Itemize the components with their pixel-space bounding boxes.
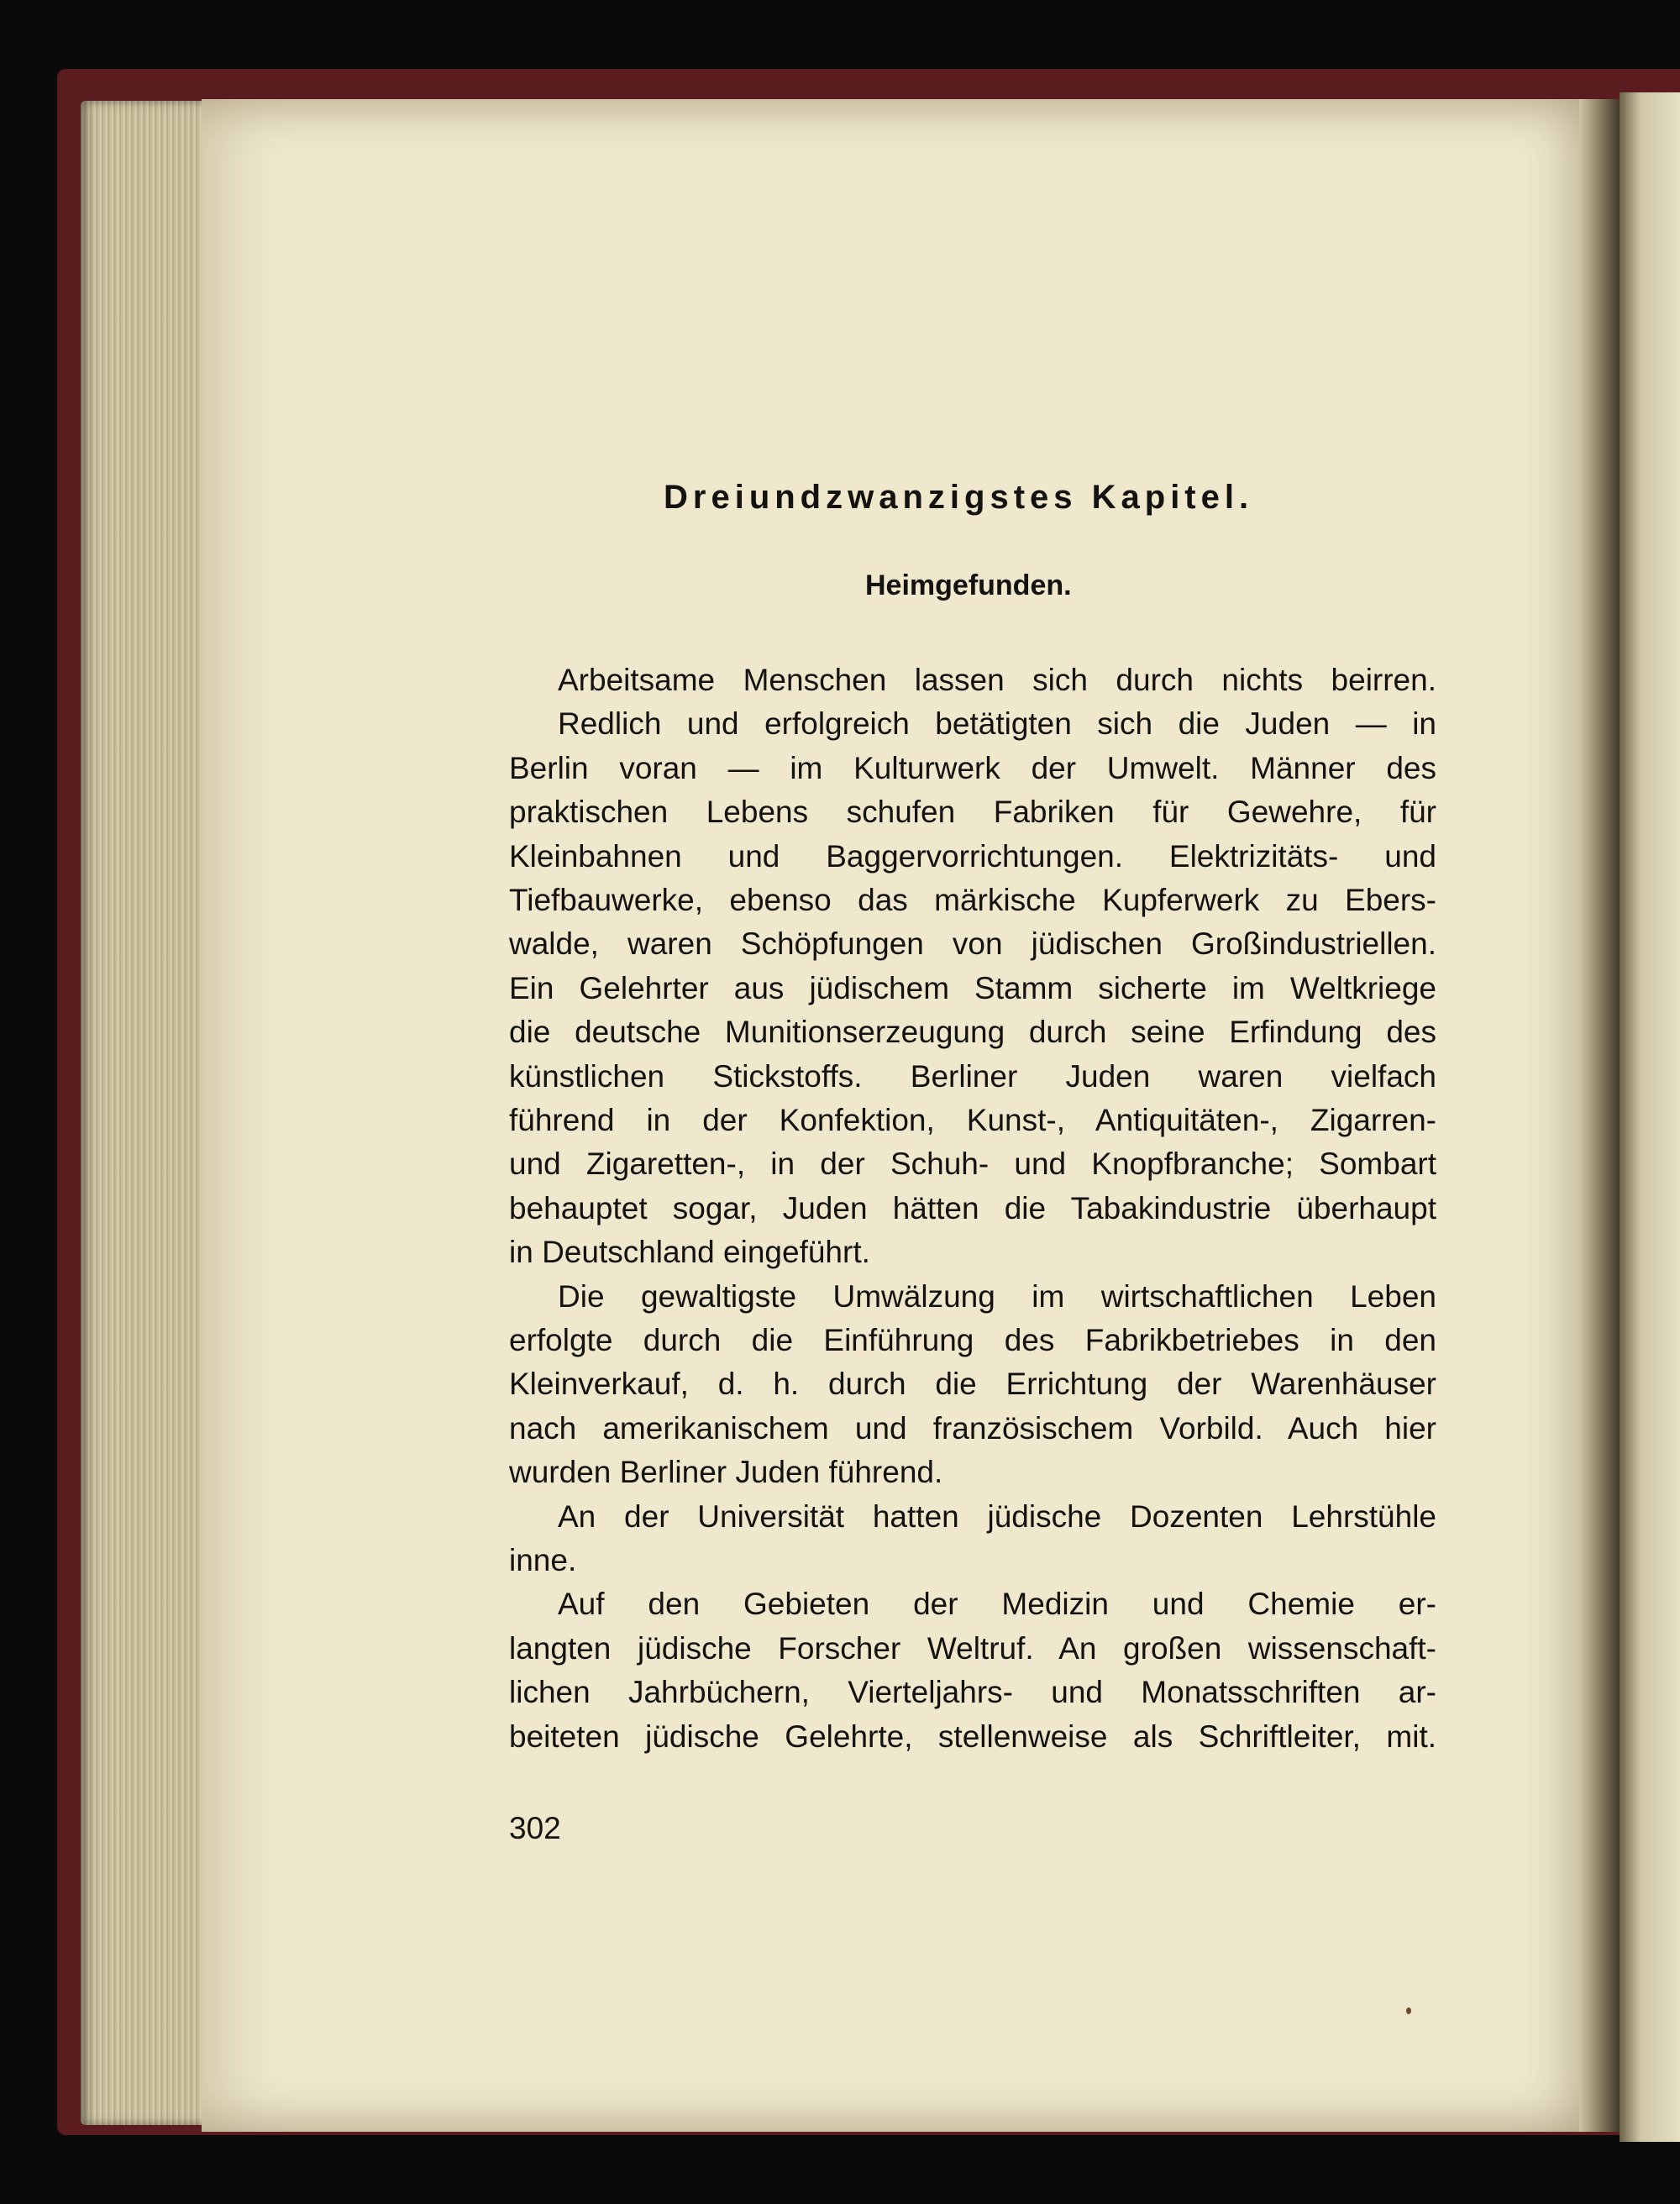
text-line: Kleinverkauf, d. h. durch die Errichtung der Warenhäuser (509, 1367, 1436, 1401)
text-line: Berlin voran — im Kulturwerk der Umwelt. Männer des (509, 751, 1436, 785)
chapter-subtitle: Heimgefunden. (865, 569, 1072, 601)
paper-speck (1406, 2007, 1411, 2014)
text-line: praktischen Lebens schufen Fabriken für Gewehre, für (509, 795, 1436, 829)
text-line: Tiefbauwerke, ebenso das märkische Kupferwerk zu Ebers- (509, 883, 1436, 917)
page-gutter (1579, 99, 1621, 2132)
text-line: wurden Berliner Juden führend. (509, 1455, 943, 1489)
text-line: An der Universität hatten jüdische Dozenten Lehrstühle (558, 1499, 1436, 1534)
text-line: Redlich und erfolgreich betätigten sich die Juden — in (558, 706, 1436, 741)
text-line: beiteten jüdische Gelehrte, stellenweise als Schriftleiter, mit. (509, 1719, 1436, 1754)
text-line: inne. (509, 1543, 577, 1577)
text-line: in Deutschland eingeführt. (509, 1235, 870, 1269)
text-line: künstlichen Stickstoffs. Berliner Juden waren vielfach (509, 1059, 1436, 1094)
text-line: und Zigaretten-, in der Schuh- und Knopfbranche; Sombart (509, 1147, 1436, 1181)
text-line: Ein Gelehrter aus jüdischem Stamm sicherte im Weltkriege (509, 971, 1436, 1005)
text-line: nach amerikanischem und französischem Vorbild. Auch hier (509, 1411, 1436, 1446)
text-line: Arbeitsame Menschen lassen sich durch nichts beirren. (558, 663, 1436, 697)
text-line: erfolgte durch die Einführung des Fabrikbetriebes in den (509, 1323, 1436, 1357)
text-line: behauptet sogar, Juden hätten die Tabakindustrie überhaupt (509, 1191, 1436, 1225)
text-line: die deutsche Munitionserzeugung durch seine Erfindung des (509, 1015, 1436, 1049)
text-line: lichen Jahrbüchern, Vierteljahrs- und Monatsschriften ar- (509, 1675, 1436, 1709)
text-line: Kleinbahnen und Baggervorrichtungen. Elektrizitäts- und (509, 839, 1436, 874)
facing-page-edge (1620, 92, 1680, 2142)
text-line: langten jüdische Forscher Weltruf. An großen wissenschaft- (509, 1631, 1436, 1666)
text-line: Die gewaltigste Umwälzung im wirtschaftlichen Leben (558, 1279, 1436, 1314)
text-line: walde, waren Schöpfungen von jüdischen Großindustriellen. (509, 926, 1436, 961)
text-line: führend in der Konfektion, Kunst-, Antiquitäten-, Zigarren- (509, 1103, 1436, 1137)
text-line: Auf den Gebieten der Medizin und Chemie er- (558, 1587, 1436, 1621)
page-number: 302 (509, 1811, 561, 1845)
chapter-title: Dreiundzwanzigstes Kapitel. (664, 479, 1254, 516)
